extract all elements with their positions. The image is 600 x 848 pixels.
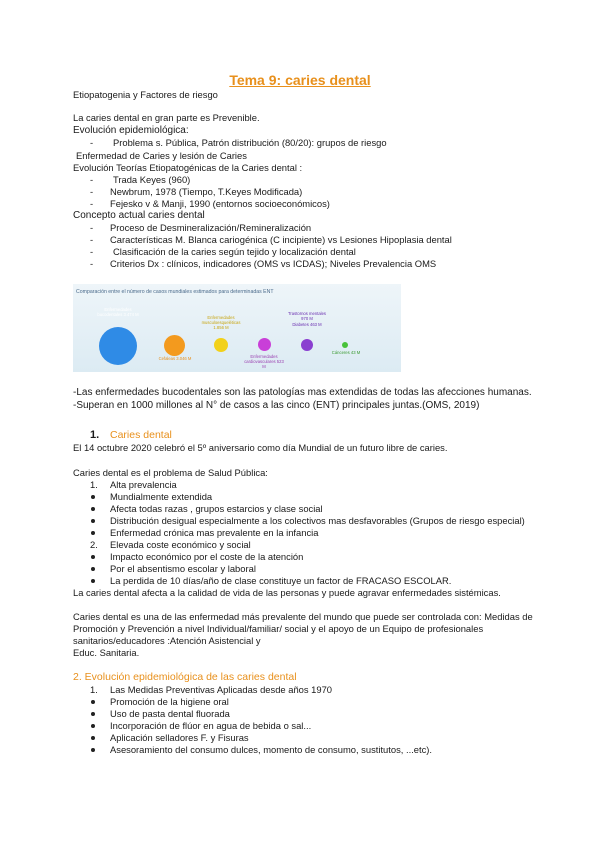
concept-item: Clasificación de la caries según tejido y localización dental: [113, 246, 356, 257]
paragraph-line: Educ. Sanitaria.: [73, 647, 140, 658]
list-item: Aplicación selladores F. y Fisuras: [110, 732, 249, 743]
bullet-marker: [91, 712, 95, 716]
list-item: Enfermedad crónica mas prevalente en la infancia: [110, 527, 319, 538]
figure-note: -Superan en 1000 millones al N° de casos a las cinco (ENT) principales juntas.(OMS, 2019): [73, 400, 480, 411]
list-item: Mundialmente extendida: [110, 491, 213, 502]
section-line: Caries dental es el problema de Salud Pública:: [73, 467, 268, 478]
cardiovascular-circle: [258, 338, 271, 351]
section-heading: Caries dental: [110, 429, 172, 441]
figure-label: Enfermedades musculoesqueléticas 1.856 M: [201, 315, 241, 330]
headache-circle: [164, 335, 185, 356]
intro-line: La caries dental en gran parte es Prevenible.: [73, 112, 260, 123]
bullet-marker: [91, 507, 95, 511]
figure-label: Enfermedades cardiovasculares 523 M: [244, 354, 284, 369]
list-item: Distribución desigual especialmente a los colectivos mas desfavorables (Grupos de riesgo especial): [110, 515, 525, 526]
dash-marker: -: [90, 246, 94, 257]
list-item: Uso de pasta dental fluorada: [110, 708, 230, 719]
dash-marker: -: [90, 137, 94, 148]
intro-line: Concepto actual caries dental: [73, 210, 205, 221]
bullet-marker: [91, 579, 95, 583]
intro-line: Evolución epidemiológica:: [73, 125, 189, 136]
subtitle: Etiopatogenia y Factores de riesgo: [73, 89, 218, 100]
list-item: Alta prevalencia: [110, 479, 177, 490]
figure-label: Cánceres 43 M: [331, 350, 361, 355]
concept-item: Criterios Dx : clínicos, indicadores (OMS vs ICDAS); Niveles Prevalencia OMS: [110, 258, 437, 269]
cancer-circle: [342, 342, 348, 348]
intro-sub-line: Problema s. Pública, Patrón distribución (80/20): grupos de riesgo: [113, 137, 387, 148]
figure-heading: Comparación entre el número de casos mundiales estimados para determinadas ENT: [76, 289, 274, 295]
theory-item: Newbrum, 1978 (Tiempo, T.Keyes Modificada): [110, 186, 303, 197]
theory-item: Fejesko v & Manji, 1990 (entornos socioeconómicos): [110, 198, 330, 209]
figure-label: Diabetes 463 M: [292, 322, 322, 327]
dash-marker: -: [90, 198, 94, 209]
intro-line: Enfermedad de Caries y lesión de Caries: [76, 150, 247, 161]
bullet-marker: [91, 495, 95, 499]
bullet-marker: [91, 748, 95, 752]
paragraph-line: Promoción y Prevención a nivel Individual/familiar/ social y el apoyo de un Equipo de profesionales: [73, 623, 484, 634]
figure-label: Trastornos mentales 970 M: [287, 311, 326, 321]
list-number: 2.: [90, 539, 98, 550]
intro-line: Evolución Teorías Etiopatogénicas de la Caries dental :: [73, 162, 303, 173]
list-number: 1.: [90, 684, 98, 695]
page-title: Tema 9: caries dental: [229, 72, 371, 88]
mental-disorder-circle: [301, 339, 313, 351]
concept-item: Proceso de Desmineralización/Remineralización: [110, 222, 312, 233]
section-line: El 14 octubre 2020 celebró el 5º aniversario como día Mundial de un futuro libre de caries.: [73, 442, 448, 453]
dash-marker: -: [90, 258, 94, 269]
list-item: Las Medidas Preventivas Aplicadas desde años 1970: [110, 684, 333, 695]
figure-note: -Las enfermedades bucodentales son las patologías mas extendidas de todas las afecciones humanas.: [73, 387, 532, 398]
musculoskeletal-circle: [214, 338, 228, 352]
figure-label: Enfermedades bucodentales 3.474 M: [97, 307, 139, 317]
list-item: Promoción de la higiene oral: [110, 696, 229, 707]
bullet-marker: [91, 567, 95, 571]
bullet-marker: [91, 555, 95, 559]
theory-item: Trada Keyes (960): [113, 174, 191, 185]
list-number: 1.: [90, 479, 98, 490]
oral-disease-circle: [99, 327, 137, 365]
paragraph-line: sanitarios/educadores :Atención Asistencial y: [73, 635, 261, 646]
list-item: Elevada coste económico y social: [110, 539, 251, 550]
bullet-marker: [91, 531, 95, 535]
dash-marker: -: [90, 174, 94, 185]
ent-comparison-figure: [73, 284, 401, 372]
bullet-marker: [91, 736, 95, 740]
bullet-marker: [91, 724, 95, 728]
bullet-marker: [91, 519, 95, 523]
list-item: Por el absentismo escolar y laboral: [110, 563, 256, 574]
section-line: La caries dental afecta a la calidad de vida de las personas y puede agravar enfermedades sistémicas.: [73, 587, 501, 598]
list-item: Asesoramiento del consumo dulces, momento de consumo, sustitutos, ...etc).: [110, 744, 433, 755]
bullet-marker: [91, 700, 95, 704]
concept-item: Características M. Blanca cariogénica (C incipiente) vs Lesiones Hipoplasia dental: [110, 234, 452, 245]
dash-marker: -: [90, 186, 94, 197]
list-item: Afecta todas razas , grupos estarcios y clase social: [110, 503, 323, 514]
list-item: La perdida de 10 días/año de clase constituye un factor de FRACASO ESCOLAR.: [110, 575, 452, 586]
section-number: 1.: [90, 429, 100, 441]
figure-label: Cefaleas 3.046 M: [158, 356, 192, 361]
section-heading: 2. Evolución epidemiológica de las caries dental: [73, 671, 297, 683]
list-item: Incorporación de flúor en agua de bebida o sal...: [110, 720, 312, 731]
paragraph-line: Caries dental es una de las enfermedad más prevalente del mundo que puede ser controlada con: Medidas de: [73, 611, 533, 622]
dash-marker: -: [90, 234, 94, 245]
dash-marker: -: [90, 222, 94, 233]
list-item: Impacto económico por el coste de la atención: [110, 551, 304, 562]
